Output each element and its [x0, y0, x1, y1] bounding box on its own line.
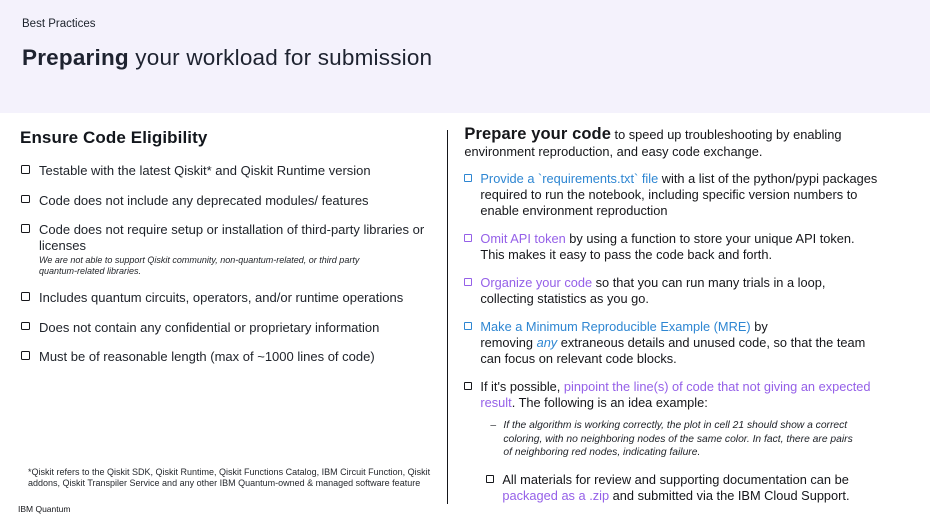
list-item-text: All materials for review and supporting documentation can be — [502, 471, 849, 487]
left-section-heading: Ensure Code Eligibility — [20, 128, 208, 147]
checkbox-icon — [464, 234, 472, 242]
packaged-zip-link[interactable]: packaged as a .zip — [502, 487, 610, 503]
checkbox-icon — [464, 174, 472, 182]
list-item-text: removing — [480, 335, 537, 350]
pinpoint-lines-link[interactable]: pinpoint the line(s) of code that not giving an expected result — [480, 379, 871, 410]
checkbox-icon — [21, 224, 30, 233]
list-item — [20, 222, 427, 276]
checkbox-icon — [21, 165, 30, 174]
list-item-text: by using a function to store your unique API token. This makes it easy to pass the code back and forth. — [480, 231, 855, 262]
list-item-text: and submitted via the IBM Cloud Support. — [609, 487, 850, 503]
right-heading-emphasis: Prepare your code — [464, 125, 611, 143]
requirements-txt-link[interactable]: Provide a `requirements.txt` file — [480, 171, 659, 186]
right-heading-rest: to speed up troubleshooting by enabling environment reproduction, and easy code exchange. — [464, 127, 842, 159]
list-item — [464, 231, 878, 263]
checkbox-icon — [464, 278, 472, 286]
left-column — [0, 113, 447, 523]
list-item — [20, 290, 427, 306]
list-item-text: Code does not include any deprecated modules/ features — [39, 192, 369, 208]
header-band — [0, 0, 930, 113]
eyebrow-label: Best Practices — [22, 18, 96, 30]
list-item — [464, 275, 878, 307]
dash-icon: – — [490, 420, 497, 431]
content-area — [0, 113, 930, 523]
list-item — [20, 349, 427, 365]
list-item — [464, 319, 878, 367]
omit-api-token-link[interactable]: Omit API token — [480, 231, 566, 246]
page-title-emphasis: Preparing — [22, 45, 129, 70]
list-item — [464, 379, 878, 460]
page-title — [22, 45, 930, 71]
list-item-text: Does not contain any confidential or proprietary information — [39, 319, 380, 335]
qiskit-footnote: *Qiskit refers to the Qiskit SDK, Qiskit Runtime, Qiskit Functions Catalog, IBM Circuit Function, Qiskit addons, Qiskit Transpiler Service and any other IBM Quantum-owned & managed software feature — [28, 467, 431, 488]
list-item-text: If it's possible, — [480, 379, 564, 394]
page-title-rest: your workload for submission — [128, 45, 433, 70]
prepare-code-checklist — [464, 171, 906, 504]
list-item — [464, 171, 878, 219]
list-item-note: We are not able to support Qiskit community, non-quantum-related, or third party quantum-related libraries. — [39, 255, 360, 276]
checkbox-icon — [464, 382, 472, 390]
list-item — [20, 193, 427, 209]
checkbox-icon — [486, 475, 494, 483]
sub-bullet-text: If the algorithm is working correctly, the plot in cell 21 should show a correct coloring, with no neighboring nodes of the same color. In fact, there are pairs of neighboring red nodes, indicating failure. — [503, 420, 853, 458]
list-item — [20, 163, 427, 179]
list-item-text: with a list of the python/pypi packages required to run the notebook, including specific version numbers to enable environment reproduction — [480, 171, 878, 218]
checkbox-icon — [21, 195, 30, 204]
right-column — [448, 113, 930, 523]
example-sub-bullet — [490, 419, 862, 460]
list-item-text: by — [750, 319, 768, 334]
list-item-text: extraneous details and unused code, so that the team can focus on relevant code blocks. — [480, 335, 866, 366]
ibm-quantum-footer: IBM Quantum — [18, 504, 71, 514]
checkbox-icon — [21, 351, 30, 360]
list-item-text: Must be of reasonable length (max of ~1000 lines of code) — [39, 349, 375, 364]
right-section-heading — [464, 126, 862, 160]
list-item — [486, 472, 878, 504]
list-item — [20, 320, 427, 336]
checkbox-icon — [21, 322, 30, 331]
list-item-text: Testable with the latest Qiskit* and Qiskit Runtime version — [39, 163, 371, 178]
list-item-text: . The following is an idea example: — [511, 395, 708, 410]
list-item-text: Includes quantum circuits, operators, and/or runtime operations — [39, 290, 404, 305]
list-item-text: so that you can run many trials in a loop, collecting statistics as you go. — [480, 275, 826, 306]
eligibility-checklist — [20, 163, 427, 365]
checkbox-icon — [21, 292, 30, 301]
any-emphasis: any — [536, 335, 558, 350]
checkbox-icon — [464, 322, 472, 330]
mre-link[interactable]: Make a Minimum Reproducible Example (MRE) — [480, 319, 751, 334]
organize-code-link[interactable]: Organize your code — [480, 275, 593, 290]
list-item-text: Code does not require setup or installation of third-party libraries or licenses — [39, 222, 425, 253]
